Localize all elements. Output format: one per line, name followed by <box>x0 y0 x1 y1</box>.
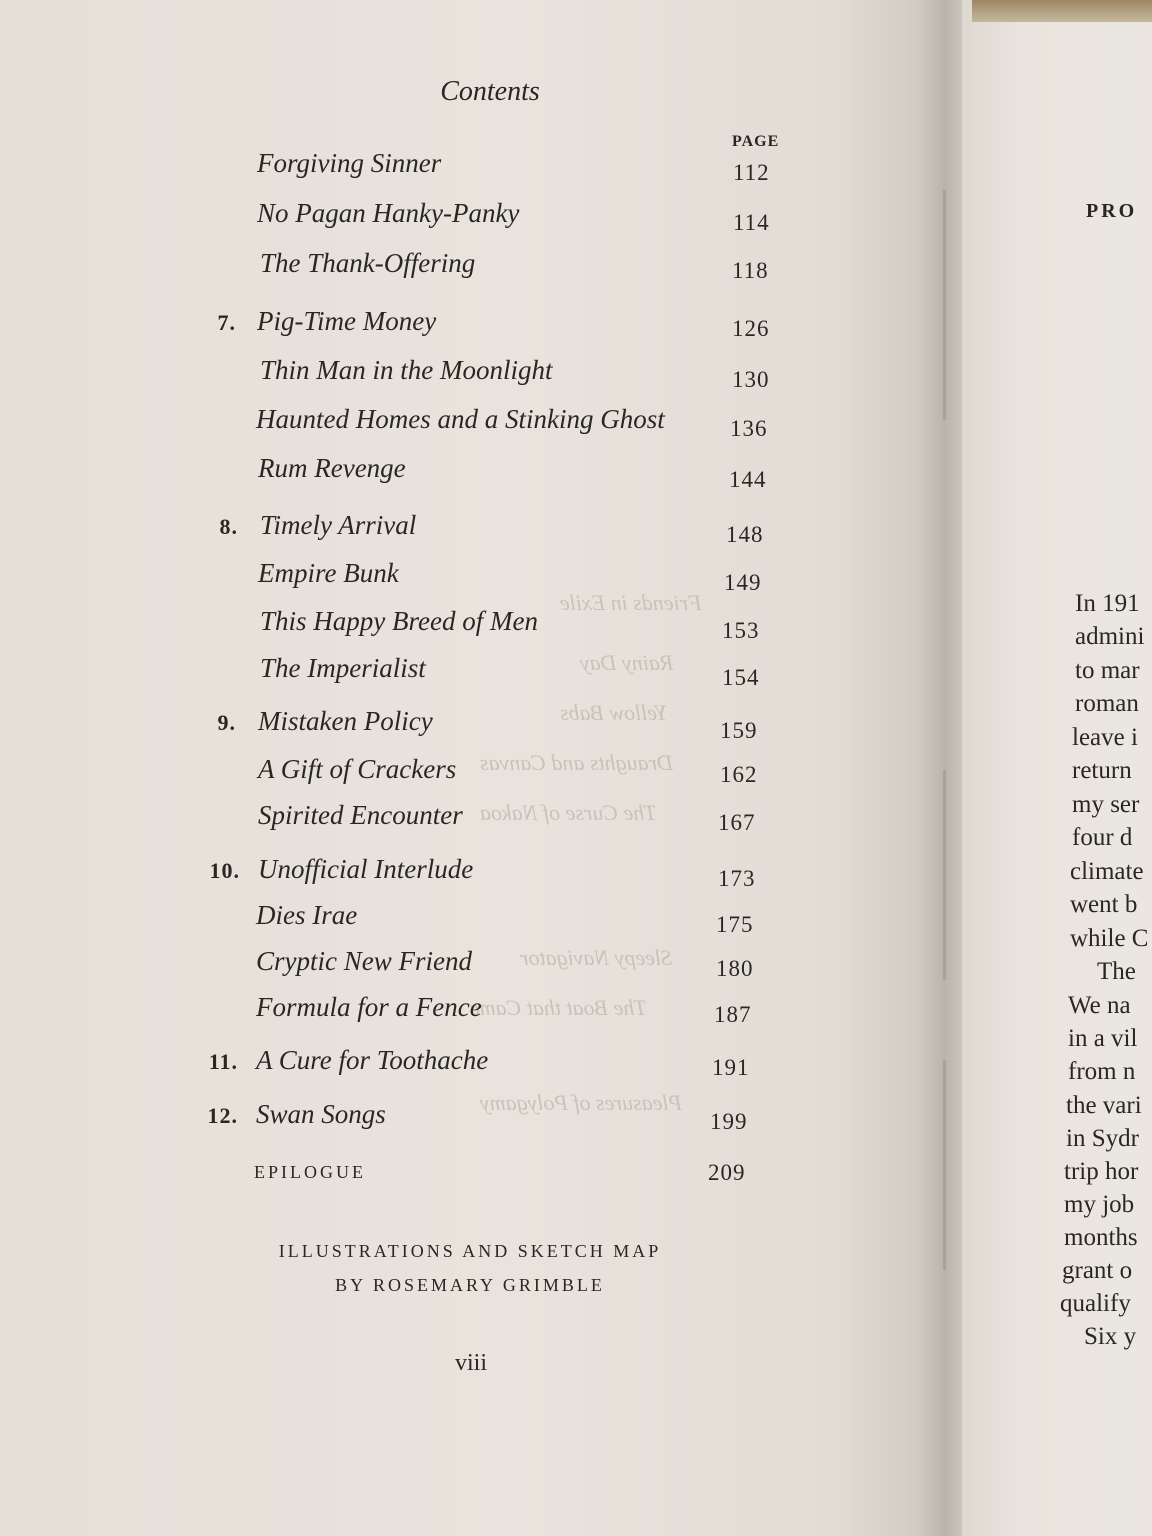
entry-page: 130 <box>732 367 770 392</box>
entry-title: Unofficial Interlude <box>258 854 474 884</box>
body-line: in Sydr <box>1066 1125 1139 1152</box>
entry-page: 167 <box>718 810 756 835</box>
page-title: Contents <box>440 76 540 107</box>
entry-title: Empire Bunk <box>258 558 399 588</box>
page-column-header: PAGE <box>732 133 780 150</box>
entry-title: Timely Arrival <box>260 510 417 540</box>
entry-title: Mistaken Policy <box>258 706 433 736</box>
entry-page: 199 <box>710 1109 748 1134</box>
entry-title: Forgiving Sinner <box>257 148 442 178</box>
binding-thread <box>943 770 946 980</box>
binding-thread <box>943 190 946 420</box>
show-through-text: Rainy Day <box>580 650 674 675</box>
entry-title: Rum Revenge <box>258 453 406 483</box>
illustration-credit-line2: BY ROSEMARY GRIMBLE <box>335 1275 605 1295</box>
show-through-text: The Curse of Nakoa <box>480 800 657 825</box>
chapter-number: 10. <box>209 858 240 883</box>
entry-page: 148 <box>726 522 764 547</box>
chapter-number: 11. <box>208 1049 238 1074</box>
entry-page: 153 <box>722 618 760 643</box>
entry-title: Thin Man in the Moonlight <box>260 355 553 385</box>
body-line: months <box>1064 1224 1138 1251</box>
page-folio: viii <box>455 1350 488 1376</box>
body-line: four d <box>1072 824 1133 851</box>
entry-page: 118 <box>732 258 769 283</box>
entry-title: Swan Songs <box>256 1099 386 1129</box>
body-line: my job <box>1064 1191 1135 1218</box>
entry-title: Cryptic New Friend <box>256 946 472 976</box>
epilogue-label: EPILOGUE <box>254 1162 366 1182</box>
body-line: went b <box>1070 891 1138 918</box>
body-line: from n <box>1068 1058 1136 1085</box>
body-line: the vari <box>1066 1092 1142 1119</box>
entry-title: The Imperialist <box>260 653 426 683</box>
body-line: The <box>1097 958 1136 985</box>
body-line: in a vil <box>1068 1025 1138 1052</box>
entry-title: Pig-Time Money <box>257 306 437 336</box>
entry-page: 191 <box>712 1055 750 1080</box>
entry-page: 126 <box>732 316 770 341</box>
body-line: return <box>1072 757 1132 784</box>
body-line: trip hor <box>1064 1158 1139 1185</box>
entry-page: 175 <box>716 912 754 937</box>
entry-page: 173 <box>718 866 756 891</box>
show-through-text: Sleepy Navigator <box>520 945 673 970</box>
entry-page: 159 <box>720 718 758 743</box>
entry-title: Formula for a Fence <box>256 992 482 1022</box>
entry-page: 149 <box>724 570 762 595</box>
chapter-number: 9. <box>217 710 236 735</box>
entry-page: 144 <box>729 467 767 492</box>
chapter-number: 7. <box>217 310 236 335</box>
entry-title: A Gift of Crackers <box>258 754 457 784</box>
epilogue-page: 209 <box>708 1160 746 1185</box>
entry-page: 136 <box>730 416 768 441</box>
chapter-number: 8. <box>219 514 238 539</box>
body-line: to mar <box>1075 657 1140 684</box>
body-line: In 191 <box>1075 590 1140 617</box>
entry-title: This Happy Breed of Men <box>260 606 538 636</box>
book-cover-edge <box>972 0 1152 22</box>
body-line: grant o <box>1062 1257 1133 1284</box>
body-line: We na <box>1068 992 1131 1019</box>
entry-page: 114 <box>733 210 770 235</box>
entry-page: 154 <box>722 665 760 690</box>
body-line: qualify <box>1060 1290 1131 1317</box>
chapter-number: 12. <box>207 1103 238 1128</box>
body-line: leave i <box>1072 724 1138 751</box>
body-line: my ser <box>1072 791 1140 818</box>
body-line: climate <box>1070 858 1144 885</box>
body-line: admini <box>1075 623 1145 650</box>
entry-title: The Thank-Offering <box>260 248 476 278</box>
entry-title: Spirited Encounter <box>258 800 463 830</box>
body-line: roman <box>1075 690 1139 717</box>
show-through-text: Yellow Babs <box>560 700 668 725</box>
show-through-text: Pleasures of Polygamy <box>480 1090 683 1115</box>
right-page-heading: PRO <box>1086 200 1138 222</box>
entry-title: No Pagan Hanky-Panky <box>257 198 520 228</box>
entry-page: 162 <box>720 762 758 787</box>
entry-title: A Cure for Toothache <box>256 1045 489 1075</box>
entry-title: Dies Irae <box>256 900 358 930</box>
entry-title: Haunted Homes and a Stinking Ghost <box>256 404 665 434</box>
show-through-text: Draughts and Canvas <box>480 750 674 775</box>
body-line: while C <box>1070 925 1149 952</box>
entry-page: 112 <box>733 160 770 185</box>
body-line: Six y <box>1084 1323 1137 1350</box>
illustration-credit-line1: ILLUSTRATIONS AND SKETCH MAP <box>278 1241 662 1261</box>
show-through-text: Friends in Exile <box>560 590 702 615</box>
entry-page: 187 <box>714 1002 752 1027</box>
binding-thread <box>943 1060 946 1270</box>
entry-page: 180 <box>716 956 754 981</box>
show-through-text: The Boat that Came <box>470 995 647 1020</box>
